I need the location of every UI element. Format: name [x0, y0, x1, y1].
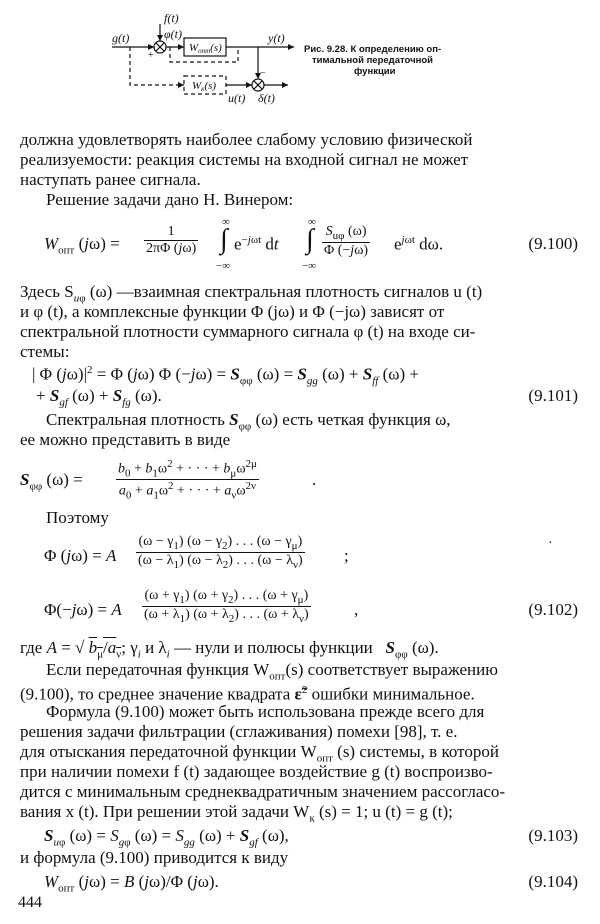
text-line: для отыскания передаточной функции $W_{опт}$ (s) системы, в которой	[20, 742, 499, 765]
label-f: f(t)	[164, 11, 179, 25]
text-line: и φ (t), а комплексные функции Φ (jω) и Φ (−jω) зависят от	[20, 302, 445, 321]
text-line: вания x (t). При решении этой задачи $W_к$ (s) = 1; u (t) = g (t);	[20, 802, 453, 825]
text-line: Если передаточная функция $W_{опт}(s)$ соответствует выражению	[46, 660, 498, 683]
equation-9-103: $S_{u\varphi}$ $(\omega) = S_{g\varphi}$ $(\omega) = S_{gg}$ $(\omega) + S_{gf}$ (ω),	[44, 826, 289, 849]
text-line: (9.100), то среднее значение квадрата ε̃$^2$ ошибки минимальное.	[20, 684, 475, 704]
label-wk: Wк(s)	[192, 80, 217, 93]
label-u: u(t)	[228, 91, 246, 105]
label-g: g(t)	[112, 31, 130, 45]
eq-number: (9.101)	[528, 386, 578, 405]
text-line: и формула (9.100) приводится к виду	[20, 848, 289, 867]
text-line: стемы:	[20, 342, 70, 361]
eq-number: (9.100)	[528, 234, 578, 253]
block-diagram	[108, 10, 308, 110]
equation-9-101-line2: + $S_{gf}$ $(\omega) + S_{fg}$ (ω).	[36, 386, 162, 409]
figure-caption	[304, 44, 441, 77]
text-line: спектральной плотности суммарного сигнала φ (t) на входе си-	[20, 322, 476, 341]
text-line: Здесь $S_{u\varphi}$ (ω) —взаимная спектральная плотность сигналов u (t)	[20, 282, 483, 305]
eq-number: (9.102)	[528, 600, 578, 619]
text-line: Формула (9.100) может быть использована прежде всего для	[46, 702, 485, 721]
label-delta: δ(t)	[258, 91, 275, 105]
text-line: Спектральная плотность $S_{\varphi\varphi}$ (ω) есть четкая функция ω,	[46, 410, 451, 433]
equation-9-104: $W_{опт}$ (jω) = B (jω)/Φ (jω).	[44, 872, 219, 895]
label-wopt: Wопт(s)	[189, 42, 222, 55]
text-line: при наличии помехи f (t) задающее воздействие g (t) воспроизво-	[20, 762, 493, 781]
caption-line: тимальной передаточной	[312, 55, 433, 66]
caption-line: функции	[354, 66, 396, 77]
text-line: дится с минимальным среднеквадратичным значением рассогласо-	[20, 782, 506, 801]
page-number: 444	[18, 894, 42, 911]
text-line: Поэтому	[46, 508, 109, 527]
text-line: ее можно представить в виде	[20, 430, 231, 449]
eq-number: (9.103)	[528, 826, 578, 845]
text-line: где A = √ $b_\mu/a_\nu$; $\gamma_i$ и $\lambda_i$ — нули и полюсы функции $S_{\varphi\varphi}$ (ω).	[20, 638, 439, 661]
equation-9-101-line1: | Φ $(j\omega)|^2 = \Phi$ (jω) Φ $(-j\omega) = S_{\varphi\varphi}$ $(\omega) = S_{gg}$ $(\omega) + S_{ff}$ (ω) +	[32, 364, 419, 388]
dot-mark: ·	[548, 536, 553, 551]
minus-sign: −	[260, 68, 266, 79]
text-line: реализуемости: реакция системы на входной сигнал не может	[20, 150, 469, 169]
text-line: Решение задачи дано Н. Винером:	[46, 190, 294, 209]
caption-line: Рис. 9.28. К определению оп-	[304, 44, 442, 55]
text-line: решения задачи фильтрации (сглаживания) помехи [98], т. е.	[20, 722, 458, 741]
label-phi: φ(t)	[164, 27, 182, 41]
plus-sign: +	[148, 50, 154, 61]
label-y: y(t)	[268, 31, 285, 45]
text-line: наступать ранее сигнала.	[20, 170, 201, 189]
eq-number: (9.104)	[528, 872, 578, 891]
text-line: должна удовлетворять наиболее слабому условию физической	[20, 130, 473, 149]
